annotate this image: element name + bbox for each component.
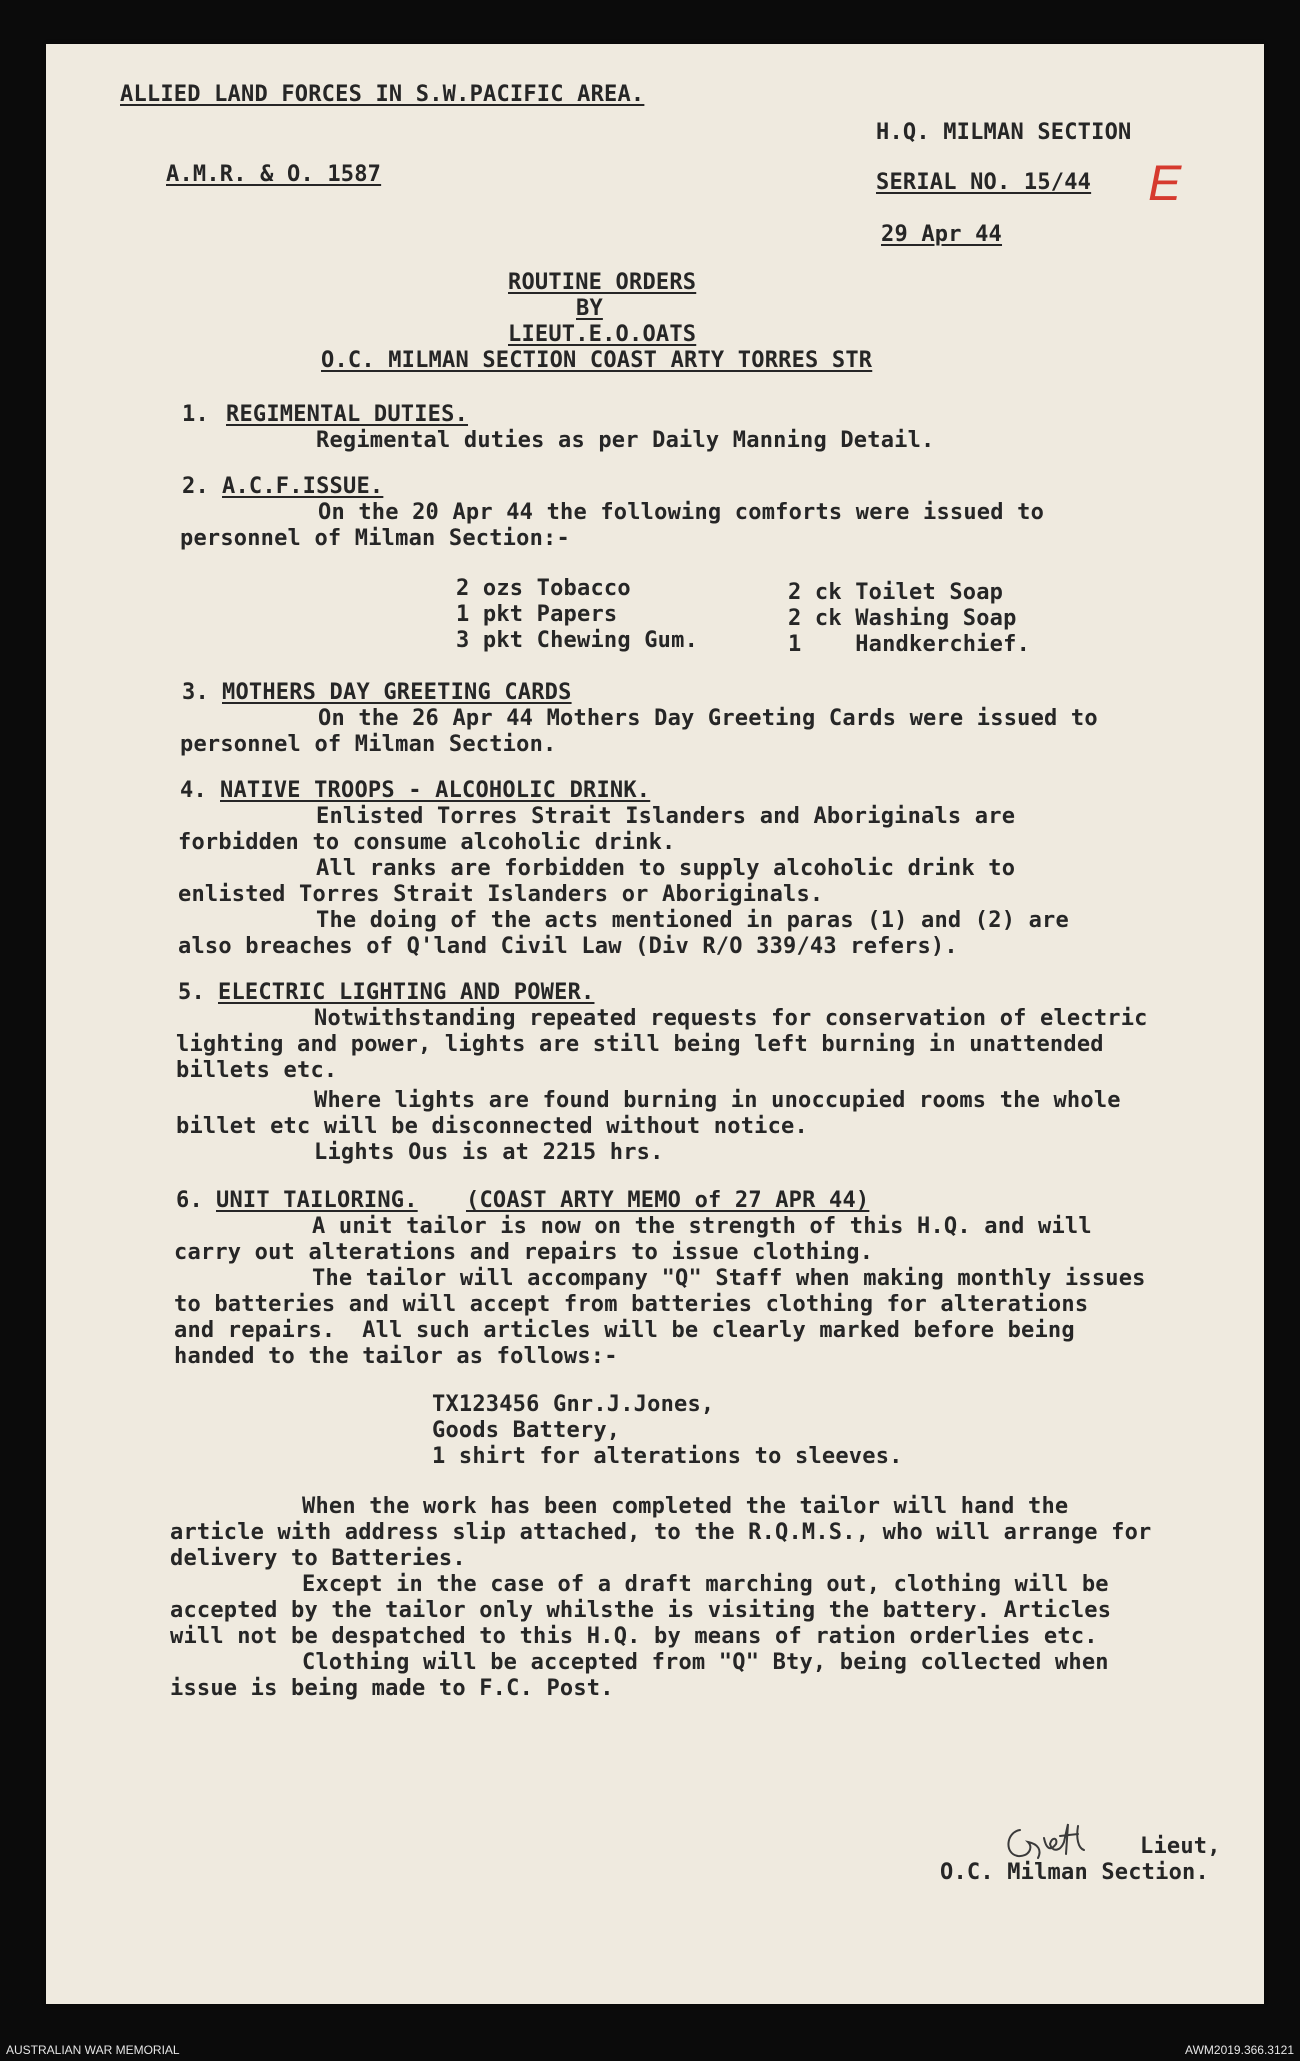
footer-institution: AUSTRALIAN WAR MEMORIAL (6, 2043, 180, 2057)
footer-accession-number: AWM2019.366.3121 (1185, 2043, 1294, 2057)
example-line-2: Goods Battery, (432, 1418, 621, 1443)
section-4-line-2: forbidden to consume alcoholic drink. (178, 830, 676, 855)
serial-number: SERIAL NO. 15/44 (876, 170, 1092, 195)
section-6-line-4: to batteries and will accept from batteries clothing for alterations (174, 1292, 1089, 1317)
example-line-3: 1 shirt for alterations to sleeves. (432, 1444, 903, 1469)
section-6-reference: (COAST ARTY MEMO of 27 APR 44) (466, 1188, 870, 1213)
section-4-line-4: enlisted Torres Strait Islanders or Aboriginals. (178, 882, 824, 907)
section-2-heading: A.C.F.ISSUE. (222, 474, 384, 499)
section-4-number: 4. (180, 778, 207, 803)
section-4-line-5: The doing of the acts mentioned in paras (1) and (2) are (316, 908, 1069, 933)
closing-line-8: issue is being made to F.C. Post. (170, 1676, 614, 1701)
section-5-line-2: lighting and power, lights are still being left burning in unattended (176, 1032, 1104, 1057)
section-6-line-6: handed to the tailor as follows:- (174, 1344, 618, 1369)
closing-line-3: delivery to Batteries. (170, 1546, 466, 1571)
section-5-line-1: Notwithstanding repeated requests for conservation of electric (314, 1006, 1148, 1031)
section-3-number: 3. (182, 680, 209, 705)
issue-item: 1 Handkerchief. (788, 632, 1031, 657)
document-page (46, 44, 1264, 2004)
section-6-heading: UNIT TAILORING. (216, 1188, 418, 1213)
section-3-heading: MOTHERS DAY GREETING CARDS (222, 680, 572, 705)
section-4-line-3: All ranks are forbidden to supply alcoholic drink to (316, 856, 1016, 881)
signature-position: O.C. Milman Section. (940, 1860, 1209, 1885)
section-6-line-2: carry out alterations and repairs to issue clothing. (174, 1240, 874, 1265)
section-6-line-1: A unit tailor is now on the strength of this H.Q. and will (312, 1214, 1092, 1239)
section-2-line-1: On the 20 Apr 44 the following comforts were issued to (318, 500, 1045, 525)
section-5-number: 5. (178, 980, 205, 1005)
hq-heading: H.Q. MILMAN SECTION (876, 120, 1132, 145)
issue-item: 2 ozs Tobacco (456, 576, 631, 601)
section-2-number: 2. (182, 474, 209, 499)
section-6-line-5: and repairs. All such articles will be clearly marked before being (174, 1318, 1075, 1343)
section-5-heading: ELECTRIC LIGHTING AND POWER. (218, 980, 595, 1005)
example-line-1: TX123456 Gnr.J.Jones, (432, 1392, 715, 1417)
closing-line-4: Except in the case of a draft marching out, clothing will be (302, 1572, 1109, 1597)
reference-number: A.M.R. & O. 1587 (166, 162, 382, 187)
section-1-heading: REGIMENTAL DUTIES. (226, 402, 469, 427)
section-1-line-1: Regimental duties as per Daily Manning Detail. (316, 428, 935, 453)
title-line-3: LIEUT.E.O.OATS (508, 322, 697, 347)
section-6-number: 6. (176, 1188, 203, 1213)
issue-item: 1 pkt Papers (456, 602, 618, 627)
section-4-line-1: Enlisted Torres Strait Islanders and Aboriginals are (316, 804, 1016, 829)
closing-line-5: accepted by the tailor only whilsthe is visiting the battery. Articles (170, 1598, 1112, 1623)
issue-item: 3 pkt Chewing Gum. (456, 628, 699, 653)
section-2-line-2: personnel of Milman Section:- (180, 526, 570, 551)
issue-item: 2 ck Toilet Soap (788, 580, 1004, 605)
title-line-1: ROUTINE ORDERS (508, 270, 697, 295)
section-5-line-4: Where lights are found burning in unoccupied rooms the whole (314, 1088, 1121, 1113)
section-1-number: 1. (182, 402, 209, 427)
issue-item: 2 ck Washing Soap (788, 606, 1017, 631)
closing-line-6: will not be despatched to this H.Q. by means of ration orderlies etc. (170, 1624, 1098, 1649)
red-annotation: E (1148, 155, 1182, 211)
order-date: 29 Apr 44 (881, 222, 1003, 247)
section-3-line-2: personnel of Milman Section. (180, 732, 557, 757)
section-5-line-6: Lights Ous is at 2215 hrs. (314, 1140, 664, 1165)
closing-line-1: When the work has been completed the tailor will hand the (302, 1494, 1069, 1519)
force-heading: ALLIED LAND FORCES IN S.W.PACIFIC AREA. (120, 82, 645, 107)
closing-line-7: Clothing will be accepted from "Q" Bty, being collected when (302, 1650, 1109, 1675)
section-4-heading: NATIVE TROOPS - ALCOHOLIC DRINK. (220, 778, 651, 803)
closing-line-2: article with address slip attached, to the R.Q.M.S., who will arrange for (170, 1520, 1152, 1545)
section-4-line-6: also breaches of Q'land Civil Law (Div R/O 339/43 refers). (178, 934, 958, 959)
title-line-4: O.C. MILMAN SECTION COAST ARTY TORRES STR (321, 348, 873, 373)
signature-rank: Lieut, (1140, 1834, 1221, 1859)
section-6-line-3: The tailor will accompany "Q" Staff when making monthly issues (312, 1266, 1146, 1291)
title-line-2: BY (576, 296, 603, 321)
section-3-line-1: On the 26 Apr 44 Mothers Day Greeting Cards were issued to (318, 706, 1098, 731)
section-5-line-5: billet etc will be disconnected without notice. (176, 1114, 808, 1139)
section-5-line-3: billets etc. (176, 1058, 338, 1083)
